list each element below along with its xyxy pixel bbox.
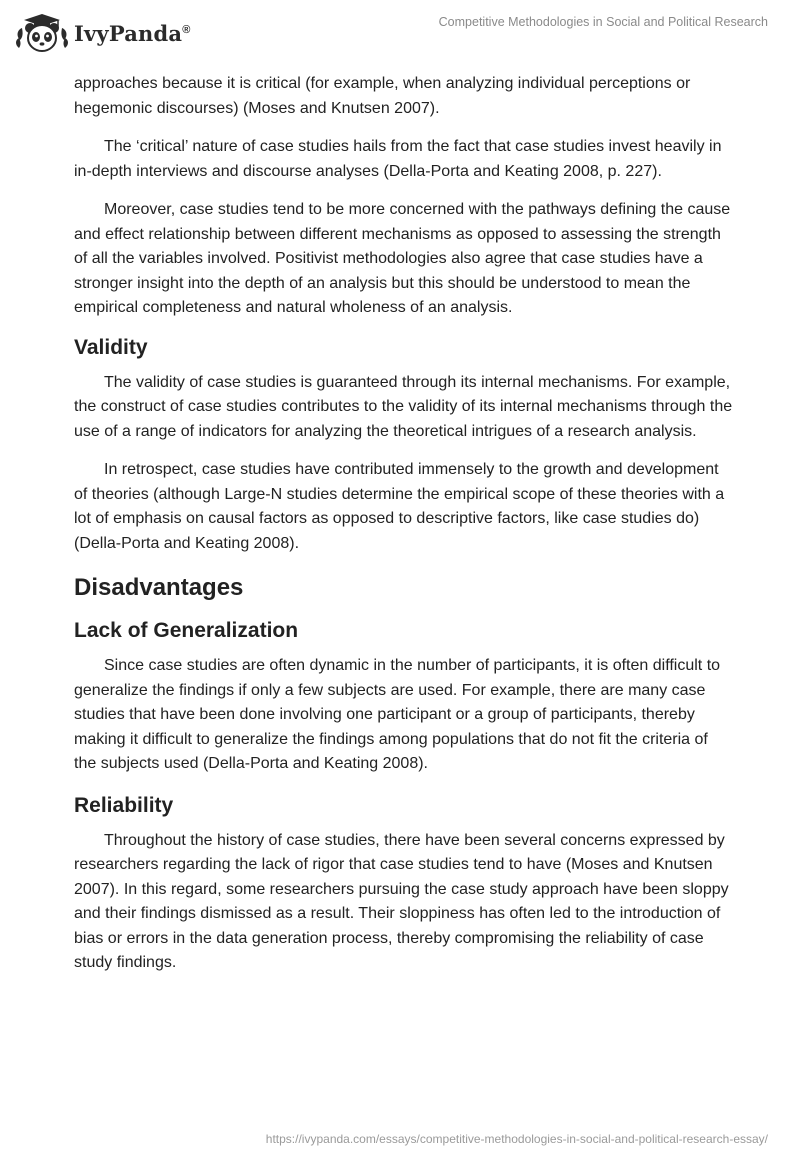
essay-body <box>74 72 734 990</box>
ivypanda-logo[interactable] <box>14 10 191 56</box>
registered-mark: ® <box>182 23 191 36</box>
brand-name: IvyPanda® <box>74 20 191 46</box>
page-header <box>0 0 800 70</box>
paragraph: Since case studies are often dynamic in the number of participants, it is often difficult to generalize the findings if only a few subjects are used. For example, there are many case studies that have been done involving one participant or a group of participants, thereby making it difficult to generalize the findings among populations that do not fit the criteria of the subjects used (Della-Porta and Keating 2008). <box>74 657 721 772</box>
heading-reliability: Reliability <box>74 793 174 817</box>
document-title: Competitive Methodologies in Social and Political Research <box>438 15 768 29</box>
paragraph: The ‘critical’ nature of case studies hails from the fact that case studies invest heavily in in-depth interviews and discourse analyses (Della-Porta and Keating 2008, p. 227). <box>74 138 722 180</box>
paragraph: The validity of case studies is guaranteed through its internal mechanisms. For example, the construct of case studies contributes to the validity of its internal mechanisms through the use of a range of indicators for analyzing the theoretical intrigues of a research analysis. <box>74 373 733 440</box>
paragraph: Throughout the history of case studies, there have been several concerns expressed by researchers regarding the lack of rigor that case studies tend to have (Moses and Knutsen 2007). In this regard, some researchers pursuing the case study approach have been sloppy and their findings dismissed as a result. Their sloppiness has often led to the introduction of bias or errors in the data generation process, thereby compromising the reliability of case study findings. <box>74 831 729 971</box>
panda-graduate-icon <box>14 10 70 56</box>
heading-lack-of-generalization: Lack of Generalization <box>74 619 299 642</box>
heading-disadvantages: Disadvantages <box>74 574 244 601</box>
source-url[interactable]: https://ivypanda.com/essays/competitive-methodologies-in-social-and-political-research-essay/ <box>265 1132 768 1146</box>
paragraph: In retrospect, case studies have contributed immensely to the growth and development of theories (although Large-N studies determine the empirical scope of these theories with a lot of emphasis on causal factors as opposed to descriptive factors, like case studies do) (Della-Porta and Keating 2008). <box>74 461 725 552</box>
paragraph: Moreover, case studies tend to be more concerned with the pathways defining the cause and effect relationship between different mechanisms as opposed to assessing the strength of all the variables involved. Positivist methodologies also agree that case studies have a stronger insight into the depth of an analysis but this should be understood to mean the empirical completeness and natural wholeness of an analysis. <box>74 201 731 316</box>
heading-validity: Validity <box>74 335 148 359</box>
paragraph: approaches because it is critical (for example, when analyzing individual perceptions or hegemonic discourses) (Moses and Knutsen 2007). <box>74 75 691 117</box>
